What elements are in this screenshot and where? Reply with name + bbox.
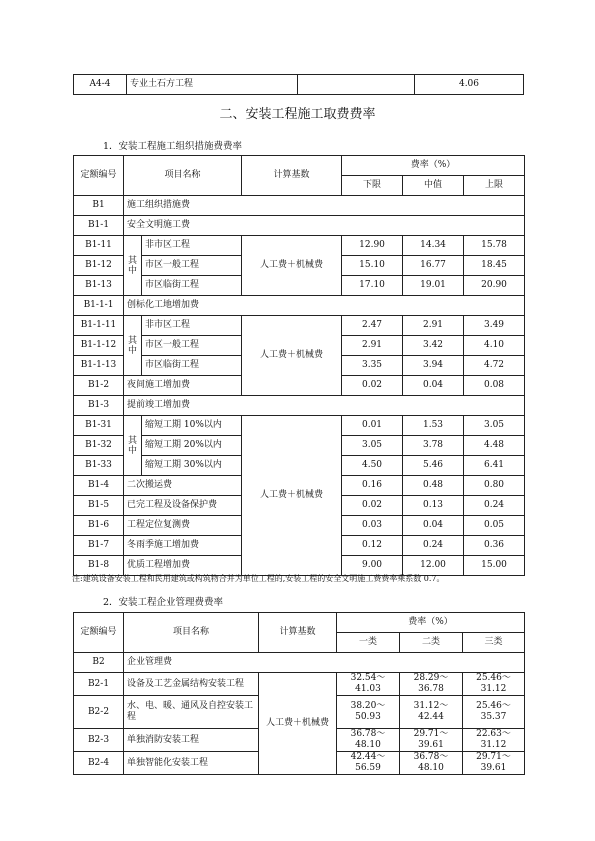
table-organization-measures xyxy=(73,155,525,576)
name-cell: 安全文明施工费 xyxy=(124,216,525,236)
upper-cell: 15.00 xyxy=(464,556,525,576)
middle-cell: 3.94 xyxy=(403,356,464,376)
class-3-cell: 25.46～31.12 xyxy=(463,673,525,696)
name-cell: 缩短工期 30%以内 xyxy=(142,456,242,476)
qizhong-label xyxy=(124,236,142,296)
name-cell: 工程定位复测费 xyxy=(124,516,242,536)
name-cell: 提前竣工增加费 xyxy=(124,396,525,416)
lower-cell: 9.00 xyxy=(342,556,403,576)
table-header-row xyxy=(74,613,525,633)
name-cell: 单独消防安装工程 xyxy=(124,729,259,752)
middle-cell: 5.46 xyxy=(403,456,464,476)
table-row xyxy=(74,216,525,236)
header-base: 计算基数 xyxy=(259,613,337,653)
class-3-cell: 25.46～35.37 xyxy=(463,696,525,729)
middle-cell: 16.77 xyxy=(403,256,464,276)
header-class-1: 一类 xyxy=(337,633,400,653)
code-cell: B1-32 xyxy=(74,436,124,456)
header-class-2: 二类 xyxy=(400,633,463,653)
section-title: 二、安装工程施工取费费率 xyxy=(219,107,376,122)
lower-cell: 0.01 xyxy=(342,416,403,436)
middle-cell: 0.13 xyxy=(403,496,464,516)
qizhong-label xyxy=(124,416,142,476)
table-row xyxy=(74,75,524,95)
qizhong-text: 其中 xyxy=(128,435,138,456)
lower-cell: 0.02 xyxy=(342,376,403,396)
class-3-cell: 29.71～39.61 xyxy=(463,752,525,775)
code-cell: B1-1-12 xyxy=(74,336,124,356)
name-cell: 优质工程增加费 xyxy=(124,556,242,576)
upper-cell: 18.45 xyxy=(464,256,525,276)
lower-cell: 2.47 xyxy=(342,316,403,336)
header-name: 项目名称 xyxy=(124,156,242,196)
middle-cell: 0.04 xyxy=(403,516,464,536)
middle-cell: 3.42 xyxy=(403,336,464,356)
header-rate: 费率（%） xyxy=(337,613,525,633)
upper-cell: 4.48 xyxy=(464,436,525,456)
lower-cell: 0.02 xyxy=(342,496,403,516)
middle-cell: 1.53 xyxy=(403,416,464,436)
code-cell: B1-8 xyxy=(74,556,124,576)
name-cell: 专业土石方工程 xyxy=(127,75,298,95)
code-cell: B1-6 xyxy=(74,516,124,536)
table-row xyxy=(74,316,525,336)
class-1-cell: 38.20～50.93 xyxy=(337,696,400,729)
class-1-cell: 32.54～41.03 xyxy=(337,673,400,696)
table-note: 注:建筑设备安装工程和民用建筑或构筑物合并为单位工程的,安装工程的安全文明施工费费率乘系数 0.7。 xyxy=(72,574,445,583)
name-cell: 市区一般工程 xyxy=(142,256,242,276)
upper-cell: 4.10 xyxy=(464,336,525,356)
middle-cell: 0.04 xyxy=(403,376,464,396)
name-cell: 夜间施工增加费 xyxy=(124,376,242,396)
middle-cell: 0.24 xyxy=(403,536,464,556)
upper-cell: 0.36 xyxy=(464,536,525,556)
upper-cell: 0.05 xyxy=(464,516,525,536)
subsection-2-title: 2．安装工程企业管理费费率 xyxy=(103,597,224,608)
name-cell: 企业管理费 xyxy=(124,653,525,673)
header-rate: 费率（%） xyxy=(342,156,525,176)
table-row xyxy=(74,196,525,216)
code-cell: B1-13 xyxy=(74,276,124,296)
code-cell: B1-11 xyxy=(74,236,124,256)
lower-cell: 4.50 xyxy=(342,456,403,476)
upper-cell: 3.49 xyxy=(464,316,525,336)
header-middle: 中值 xyxy=(403,176,464,196)
table-row xyxy=(74,396,525,416)
base-cell xyxy=(298,75,415,95)
name-cell: 市区临街工程 xyxy=(142,356,242,376)
upper-cell: 0.24 xyxy=(464,496,525,516)
upper-cell: 15.78 xyxy=(464,236,525,256)
upper-cell: 3.05 xyxy=(464,416,525,436)
base-cell: 人工费＋机械费 xyxy=(242,316,342,396)
name-cell: 缩短工期 20%以内 xyxy=(142,436,242,456)
lower-cell: 12.90 xyxy=(342,236,403,256)
value-cell: 4.06 xyxy=(415,75,524,95)
class-2-cell: 29.71～39.61 xyxy=(400,729,463,752)
qizhong-text: 其中 xyxy=(128,255,138,276)
name-cell: 市区临街工程 xyxy=(142,276,242,296)
lower-cell: 3.05 xyxy=(342,436,403,456)
code-cell: B2-3 xyxy=(74,729,124,752)
name-cell: 非市区工程 xyxy=(142,236,242,256)
name-cell: 创标化工地增加费 xyxy=(124,296,525,316)
upper-cell: 20.90 xyxy=(464,276,525,296)
table-row xyxy=(74,673,525,696)
code-cell: B1-7 xyxy=(74,536,124,556)
lower-cell: 0.16 xyxy=(342,476,403,496)
class-1-cell: 36.78～48.10 xyxy=(337,729,400,752)
code-cell: B1-12 xyxy=(74,256,124,276)
lower-cell: 17.10 xyxy=(342,276,403,296)
base-cell: 人工费＋机械费 xyxy=(242,236,342,296)
code-cell: B2-4 xyxy=(74,752,124,775)
code-cell: B2-1 xyxy=(74,673,124,696)
name-cell: 设备及工艺金属结构安装工程 xyxy=(124,673,259,696)
name-cell: 施工组织措施费 xyxy=(124,196,525,216)
header-code: 定额编号 xyxy=(74,613,124,653)
middle-cell: 14.34 xyxy=(403,236,464,256)
base-cell: 人工费＋机械费 xyxy=(259,673,337,775)
middle-cell: 12.00 xyxy=(403,556,464,576)
code-cell: B1 xyxy=(74,196,124,216)
upper-cell: 0.80 xyxy=(464,476,525,496)
table-row xyxy=(74,236,525,256)
lower-cell: 15.10 xyxy=(342,256,403,276)
code-cell: B1-31 xyxy=(74,416,124,436)
table-management-fees xyxy=(73,612,525,775)
upper-cell: 6.41 xyxy=(464,456,525,476)
code-cell: B1-1-13 xyxy=(74,356,124,376)
class-1-cell: 42.44～56.59 xyxy=(337,752,400,775)
class-3-cell: 22.63～31.12 xyxy=(463,729,525,752)
code-cell: B1-1-1 xyxy=(74,296,124,316)
name-cell: 非市区工程 xyxy=(142,316,242,336)
code-cell: B2-2 xyxy=(74,696,124,729)
code-cell: B1-4 xyxy=(74,476,124,496)
top-table xyxy=(73,74,524,95)
code-cell: A4-4 xyxy=(74,75,127,95)
name-cell: 单独智能化安装工程 xyxy=(124,752,259,775)
code-cell: B2 xyxy=(74,653,124,673)
class-2-cell: 31.12～42.44 xyxy=(400,696,463,729)
lower-cell: 2.91 xyxy=(342,336,403,356)
header-class-3: 三类 xyxy=(463,633,525,653)
header-base: 计算基数 xyxy=(242,156,342,196)
middle-cell: 19.01 xyxy=(403,276,464,296)
header-name: 项目名称 xyxy=(124,613,259,653)
subsection-1-title: 1．安装工程施工组织措施费费率 xyxy=(103,141,243,152)
code-cell: B1-5 xyxy=(74,496,124,516)
table-header-row xyxy=(74,156,525,176)
name-cell: 二次搬运费 xyxy=(124,476,242,496)
name-cell: 市区一般工程 xyxy=(142,336,242,356)
code-cell: B1-1-11 xyxy=(74,316,124,336)
qizhong-label xyxy=(124,316,142,376)
lower-cell: 0.12 xyxy=(342,536,403,556)
code-cell: B1-1 xyxy=(74,216,124,236)
name-cell: 缩短工期 10%以内 xyxy=(142,416,242,436)
base-cell: 人工费＋机械费 xyxy=(242,416,342,576)
header-lower: 下限 xyxy=(342,176,403,196)
upper-cell: 4.72 xyxy=(464,356,525,376)
name-cell: 水、电、暖、通风及自控安装工程 xyxy=(124,696,259,729)
class-2-cell: 36.78～48.10 xyxy=(400,752,463,775)
upper-cell: 0.08 xyxy=(464,376,525,396)
table-row xyxy=(74,653,525,673)
name-cell: 已完工程及设备保护费 xyxy=(124,496,242,516)
middle-cell: 2.91 xyxy=(403,316,464,336)
middle-cell: 0.48 xyxy=(403,476,464,496)
class-2-cell: 28.29～36.78 xyxy=(400,673,463,696)
qizhong-text: 其中 xyxy=(128,335,138,356)
lower-cell: 0.03 xyxy=(342,516,403,536)
lower-cell: 3.35 xyxy=(342,356,403,376)
table-row xyxy=(74,296,525,316)
middle-cell: 3.78 xyxy=(403,436,464,456)
name-cell: 冬雨季施工增加费 xyxy=(124,536,242,556)
code-cell: B1-3 xyxy=(74,396,124,416)
code-cell: B1-2 xyxy=(74,376,124,396)
header-code: 定额编号 xyxy=(74,156,124,196)
code-cell: B1-33 xyxy=(74,456,124,476)
table-row xyxy=(74,416,525,436)
header-upper: 上限 xyxy=(464,176,525,196)
